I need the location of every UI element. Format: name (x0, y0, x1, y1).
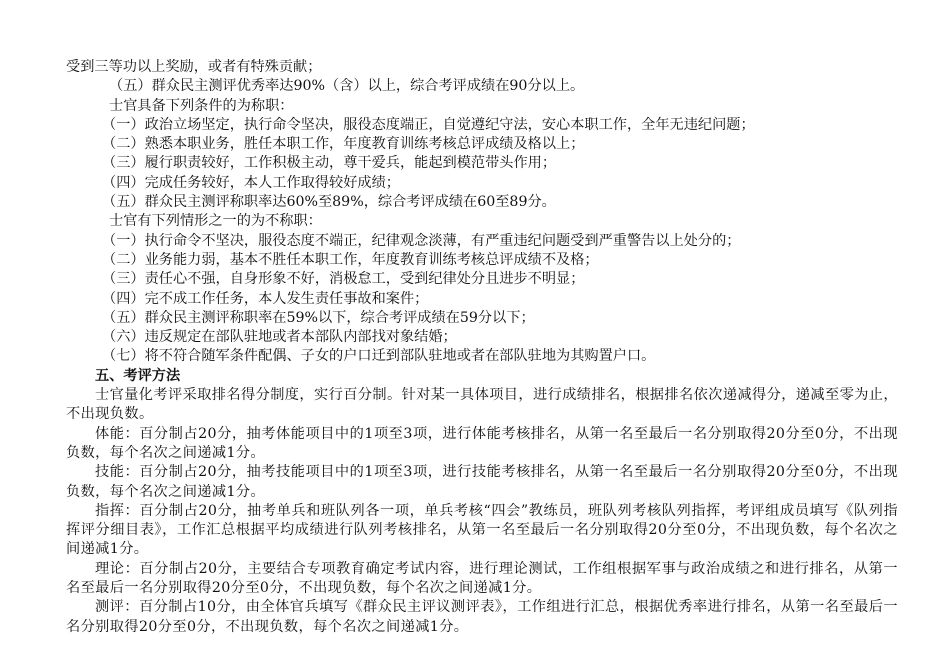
paragraph: 测评：百分制占10分，由全体官兵填写《群众民主评议测评表》，工作组进行汇总，根据优秀率进行排名，从第一名至最后一名分别取得20分至0分，不出现负数，每个名次之间递减1分。 (66, 599, 898, 635)
text-line: 士官具备下列条件的为称职： (109, 97, 294, 114)
text-line: （四）完不成工作任务，本人发生责任事故和案件； (102, 290, 429, 307)
text-line: （一）政治立场坚定，执行命令坚决，服役态度端正，自觉遵纪守法，安心本职工作，全年无违纪问题； (102, 116, 755, 133)
text-line: （五）群众民主测评优秀率达90%（含）以上，综合考评成绩在90分以上。 (109, 78, 585, 95)
text-line: （二）业务能力弱，基本不胜任本职工作，年度教育训练考核总评成绩不及格； (102, 251, 599, 268)
paragraph: 指挥：百分制占20分，抽考单兵和班队列各一项，单兵考核“四会”教练员，班队列考核队列指挥，考评组成员填写《队列指挥评分细目表》，工作汇总根据平均成绩进行队列考核排名，从第一名至最后一名分别取得20分至0分，不出现负数，每个名次之间递减1分。 (66, 502, 898, 558)
text-line: （二）熟悉本职业务，胜任本职工作，年度教育训练考核总评成绩及格以上； (102, 136, 585, 153)
paragraph: 士官量化考评采取排名得分制度，实行百分制。针对某一具体项目，进行成绩排名，根据排名依次递减得分，递减至零为止，不出现负数。 (66, 387, 898, 423)
text-line: （四）完成任务较好，本人工作取得较好成绩； (102, 174, 400, 191)
paragraph: 理论：百分制占20分，主要结合专项教育确定考试内容，进行理论测试，工作组根据军事与政治成绩之和进行排名，从第一名至最后一名分别取得20分至0分，不出现负数，每个名次之间递减1分。 (66, 560, 898, 597)
text-line: （三）责任心不强，自身形象不好，消极怠工，受到纪律处分且进步不明显； (102, 271, 585, 288)
text-line: （五）群众民主测评称职率达60%至89%，综合考评成绩在60至89分。 (102, 194, 556, 211)
text-line: 受到三等功以上奖励，或者有特殊贡献； (66, 59, 322, 75)
paragraph: 技能：百分制占20分，抽考技能项目中的1项至3项，进行技能考核排名，从第一名至最后一名分别取得20分至0分，不出现负数，每个名次之间递减1分。 (66, 464, 898, 500)
text-line: 士官有下列情形之一的为不称职： (109, 213, 322, 230)
paragraph: 体能：百分制占20分，抽考体能项目中的1项至3项，进行体能考核排名，从第一名至最后一名分别取得20分至0分，不出现负数，每个名次之间递减1分。 (66, 425, 898, 461)
text-line: （七）将不符合随军条件配偶、子女的户口迁到部队驻地或者在部队驻地为其购置户口。 (102, 348, 656, 365)
text-line: （三）履行职责较好，工作积极主动，尊干爱兵，能起到模范带头作用； (102, 155, 557, 172)
text-line: （五）群众民主测评称职率在59%以下，综合考评成绩在59分以下； (102, 309, 535, 326)
text-line: （一）执行命令不坚决，服役态度不端正，纪律观念淡薄，有严重违纪问题受到严重警告以上处分的； (102, 232, 741, 249)
section-heading: 五、考评方法 (95, 367, 181, 384)
text-line: （六）违反规定在部队驻地或者本部队内部找对象结婚； (102, 329, 457, 346)
